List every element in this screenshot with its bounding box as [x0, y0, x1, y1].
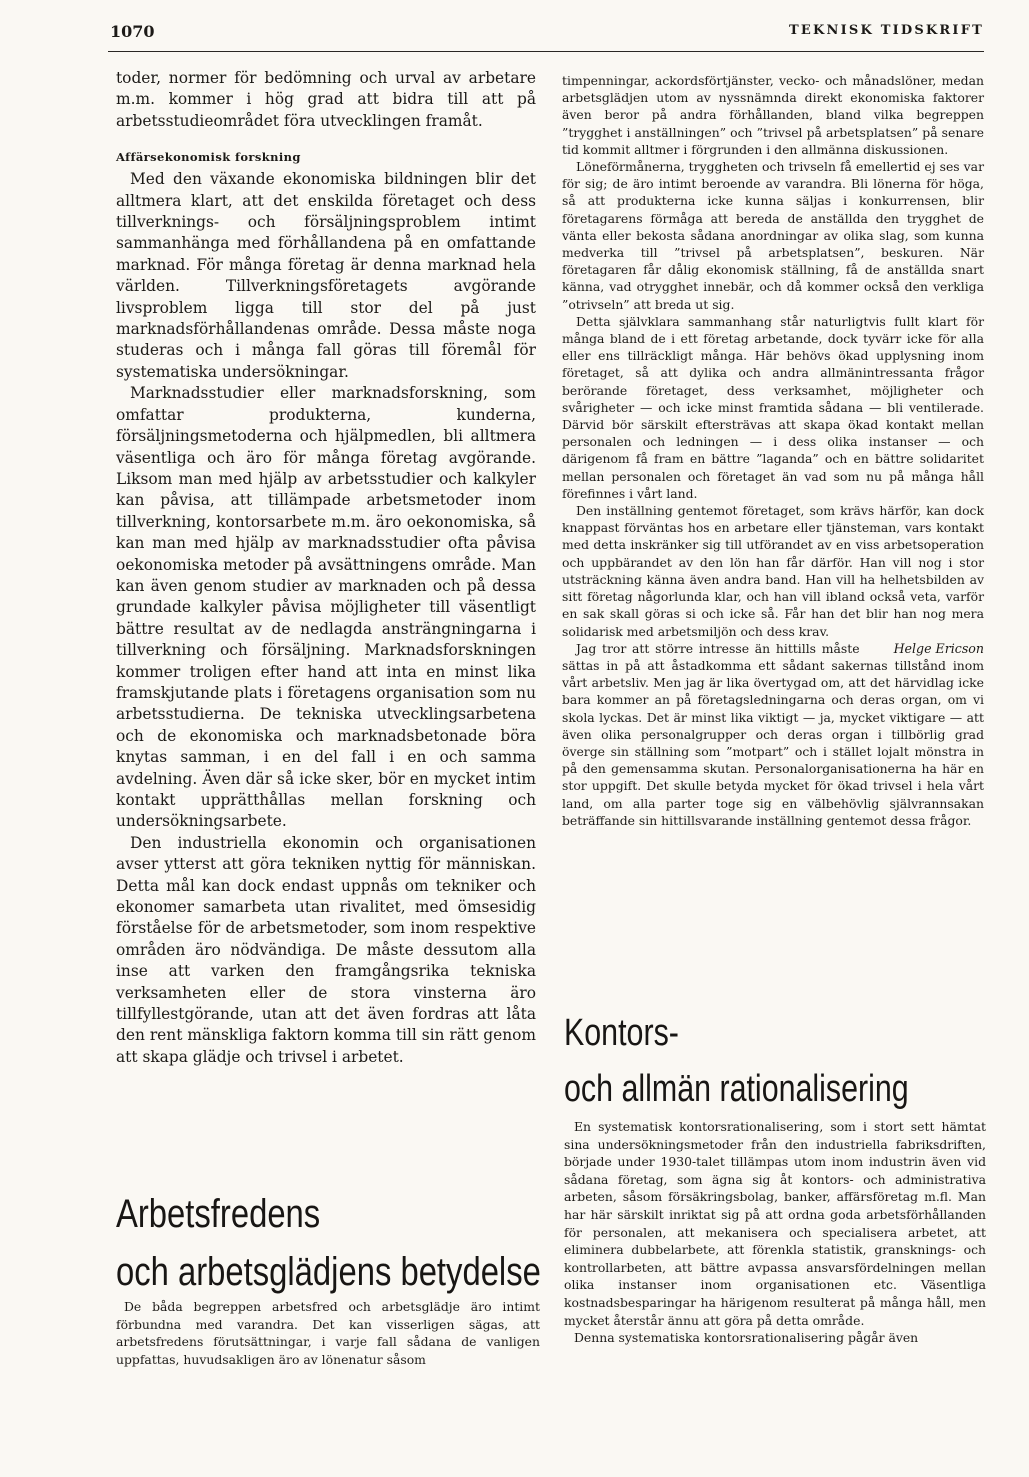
left-column [116, 68, 536, 1068]
running-title: TEKNISK TIDSKRIFT [789, 23, 984, 38]
body-paragraph: Marknadsstudier eller marknadsforskning, som omfattar produkterna, kunderna, försäljningsmetoderna och hjälpmedlen, bli alltmera väsentliga och äro för många företag avgörande. Liksom man med hjälp av arbetsstudier och kalkyler kan påvisa, att tillämpade arbetsmetoder inom tillverkning, kontorsarbete m.m. äro oekonomiska, så kan man med hjälp av marknadsstudier ofta påvisa oekonomiska metoder på avsättningens område. Man kan även genom studier av marknaden och på dessa grundade kalkyler påvisa möjligheter till väsentligt bättre resultat av de nedlagda ansträngningarna i tillverkning och försäljning. Marknadsforskningen kommer troligen efter hand att inta en minst lika framskjutande plats i företagens organisation som nu arbetsstudierna. De tekniska utvecklingsarbetena och de ekonomiska och marknadsbetonade böra knytas samman, i en del fall i en och samma avdelning. Även där så icke sker, bör en mycket intim kontakt upprätthållas mellan forskning och undersökningsarbete. [116, 384, 536, 831]
body-paragraph: Löneförmånerna, tryggheten och trivseln få emellertid ej ses var för sig; de äro intimt beroende av varandra. Bli lönerna för höga, så att produkterna icke kunna säljas i konkurrensen, blir företagarens förmåga att bereda de anställda den trygghet de vänta eller bekosta sådana anordningar av olika slag, som kunna medverka till ”trivsel på arbetsplatsen”, beskuren. När företagaren får dålig ekonomisk ställning, få de anställda snart känna, vad otrygghet innebär, och då kommer också den verkliga ”otrivseln” att breda ut sig. [562, 159, 984, 312]
intro-paragraph: En systematisk kontorsrationalisering, som i stort sett hämtat sina undersökningsmetoder från den industriella fabriksdriften, började under 1930-talet tillämpas utom inom industrin även vid sådana företag, som ägna sig åt kontors- och administrativa arbeten, såsom försäkringsbolag, banker, affärsföretag m.fl. Man har här särskilt inriktat sig på att ordna goda arbetsförhållanden för personalen, att mekanisera och specialisera arbetet, att eliminera dubbelarbete, att förenkla statistik, gransknings- och kontrollarbeten, att bättre avpassa ansvarsfördelningen mellan olika instanser inom organisationen etc. Väsentliga kostnadsbesparingar ha härigenom resulterat på många håll, men mycket återstår ännu att göra på detta område. [564, 1119, 986, 1328]
headline-line: Arbetsfredens [116, 1192, 321, 1236]
headline-line: Kontors- [564, 1012, 679, 1054]
intro-paragraph: Denna systematiska kontorsrationalisering pågår även [574, 1330, 919, 1346]
body-paragraph: Den industriella ekonomin och organisationen avser ytterst att göra tekniken nyttig för människan. Detta mål kan dock endast uppnås om tekniker och ekonomer samarbeta utan rivalitet, med ömsesidig förståelse för de arbetsmetoder, som inom respektive områden äro nödvändiga. De måste dessutom alla inse att varken den framgångsrika tekniska verksamheten eller de stora vinsterna äro tillfyllestgörande, utan att det även fordras att låta den rent mänskliga faktorn komma till sin rätt genom att skapa glädje och trivsel i arbetet. [116, 833, 536, 1066]
page-header [108, 22, 984, 46]
headline-line: och arbetsglädjens betydelse [116, 1250, 541, 1294]
article-headline-arbetsfred [116, 1185, 546, 1301]
header-rule [108, 51, 984, 52]
article-intro-arbetsfred [116, 1298, 540, 1368]
intro-paragraph: De båda begreppen arbetsfred och arbetsglädje äro intimt förbundna med varandra. Det kan visserligen sägas, att arbetsfredens förutsättningar, i varje fall sådana de vanligen uppfattas, huvudsakligen äro av lönenatur såsom [116, 1299, 540, 1367]
body-paragraph: timpenningar, ackordsförtjänster, vecko- och månadslöner, medan arbetsglädjen utom av nyssnämnda direkt ekonomiska faktorer även beror på andra förhållanden, bland vilka begreppen ”trygghet i anställningen” och ”trivsel på arbetsplatsen” på senare tid kommit alltmer i förgrunden i den allmänna diskussionen. [562, 73, 984, 157]
right-column [562, 72, 984, 829]
body-paragraph [562, 640, 984, 829]
paragraph-text: Jag tror att större intresse än hittills måste sättas in på att åstadkomma ett sådant sakernas tillstånd inom vårt arbetsliv. Men jag är lika övertygad om, att det härvidlag icke bara kommer an på företagsledningarna och deras organ, om vi skola lyckas. Det är minst lika viktigt — ja, mycket viktigare — att även olika personalgrupper och deras organ i tillbörlig grad överge sin ställning som ”motpart” och i stället lojalt mönstra in på den gemensamma skutan. Personalorganisationerna ha här en stor uppgift. Det skulle betyda mycket för ökad trivsel i hela vårt land, om alla parter toge sig en välbehövlig självrannsakan beträffande sin hittillsvarande inställning gentemot dessa frågor. [562, 640, 984, 828]
headline-line: och allmän rationalisering [564, 1068, 909, 1110]
article-headline-kontors [564, 1005, 984, 1117]
page-number: 1070 [110, 22, 155, 41]
author-signature: Helge Ericson [893, 640, 984, 656]
body-paragraph: Med den växande ekonomiska bildningen blir det alltmera klart, att det enskilda företaget och dess tillverknings- och försäljningsproblem intimt sammanhänga med förhållandena på en omfattande marknad. För många företag är denna marknad hela världen. Tillverkningsföretagets avgörande livsproblem ligga till stor del på just marknadsförhållandenas område. Dessa måste noga studeras och i många fall göras till föremål för systematiska undersökningar. [116, 170, 536, 381]
opening-paragraph: toder, normer för bedömning och urval av arbetare m.m. kommer i hög grad att bidra till att på arbetsstudieområdet föra utvecklingen framåt. [116, 69, 536, 130]
body-paragraph: Detta självklara sammanhang står naturligtvis fullt klart för många bland de i ett företag arbetande, dock tyvärr icke för alla eller ens tillräckligt många. Här behövs ökad upplysning inom företaget, så att dylika och andra allmänintressanta frågor berörande företaget, dess verksamhet, möjligheter och svårigheter — och icke minst framtida sådana — bli ventilerade. Därvid bör särskilt eftersträvas att skapa ökad kontakt mellan personalen och ledningen — i dess olika instanser — och därigenom få fram en bättre ”laganda” och en bättre solidaritet mellan personalen och företaget än vad som nu på många håll förefinnes i vårt land. [562, 313, 984, 501]
body-paragraph: Den inställning gentemot företaget, som krävs härför, kan dock knappast förväntas hos en arbetare eller tjänsteman, vars kontakt med detta inskränker sig till utförandet av en viss arbetsoperation och uppbärandet av den lön han får därför. Han vill nog i stor utsträckning känna även andra band. Han vill ha helhetsbilden av sitt företag någorlunda klar, och han vill ibland också veta, varför en sak skall göras si och icke så. Får han det blir han nog mera solidarisk med arbetsmiljön och dess krav. [562, 503, 984, 639]
article-intro-kontors [564, 1118, 986, 1347]
section-subheading: Affärsekonomisk forskning [116, 150, 301, 165]
